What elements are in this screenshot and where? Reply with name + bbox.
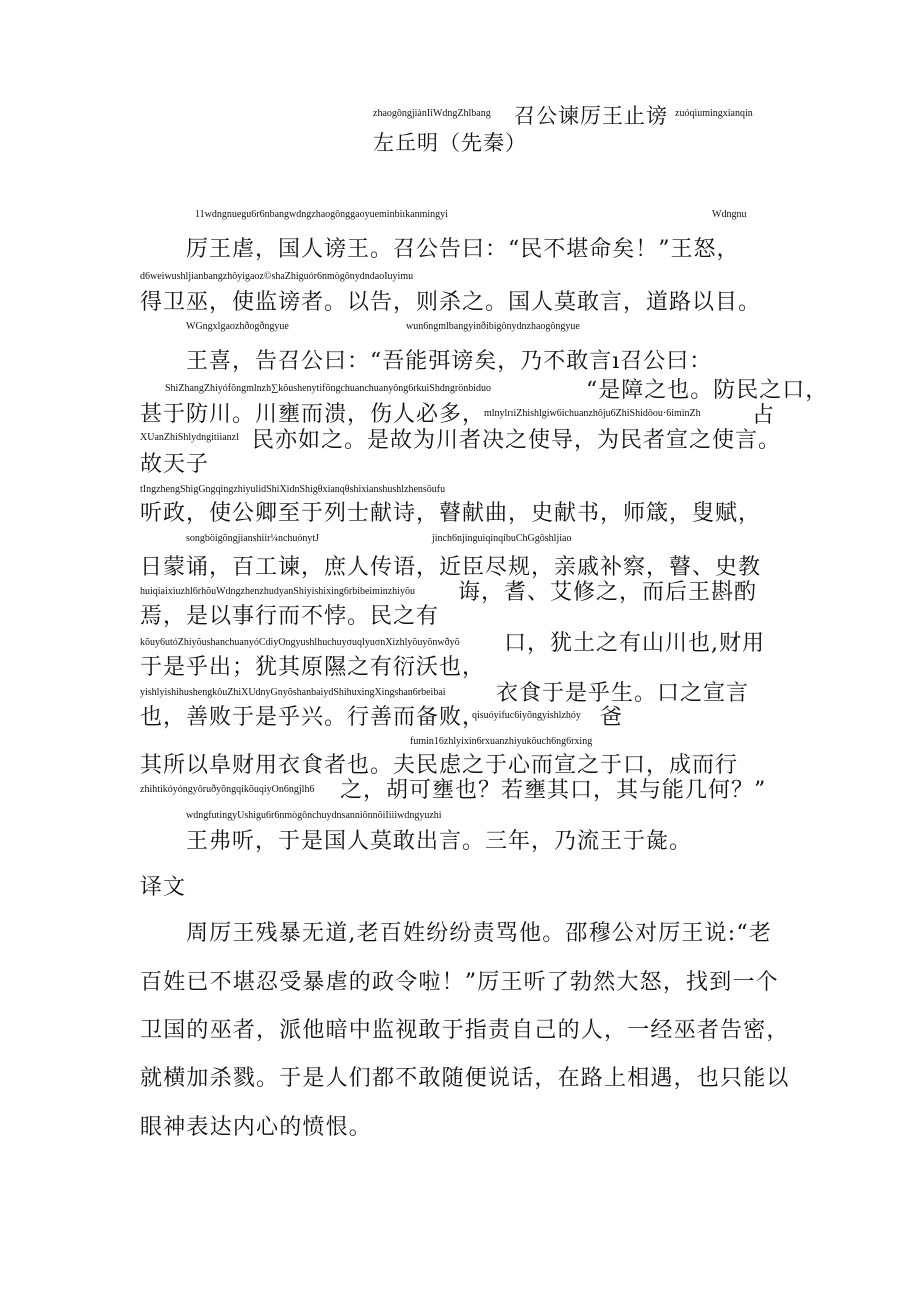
- text-line: 爸: [600, 705, 624, 730]
- pinyin-line: jinch6njinguiqinqibuChGgôshljiao: [432, 533, 572, 544]
- translation-line: 百姓已不堪忍受暴虐的政令啦！”厉王听了勃然大怒，找到一个: [140, 970, 779, 995]
- pinyin-line: Wdngnu: [712, 209, 747, 220]
- translation-heading: 译文: [140, 875, 187, 900]
- text-line: 民亦如之。是故为川者决之使导，为民者宣之使言。: [252, 428, 782, 453]
- text-line: 焉，是以事行而不悖。民之有: [140, 604, 440, 629]
- translation-line: 就横加杀戮。于是人们都不敢随便说话，在路上相遇，也只能以: [140, 1066, 790, 1091]
- pinyin-line: XUanZhiShlydngitiianzl: [140, 432, 239, 443]
- text-line: 王弗听，于是国人莫敢出言。三年，乃流王于彘。: [186, 829, 693, 854]
- pinyin-line: tIngzhengShigGngqingzhiyulidShiXidnShigθxianqθshixianshushlzhensõufu: [140, 484, 446, 495]
- translation-line: 周厉王残暴无道,老百姓纷纷责骂他。邵穆公对厉王说:“老: [186, 921, 773, 946]
- text-line: 甚于防川。川壅而溃，伤人必多，: [140, 402, 486, 427]
- text-line: 口，犹土之有山川也,财用: [504, 631, 765, 656]
- text-line: 诲，耆、艾修之，而后王斟酌: [458, 580, 758, 605]
- text-line: 也，善败于是乎兴。行善而备败，: [140, 705, 486, 730]
- pinyin-line: d6weiwushljianbangzhôyigaoz©shaZhiguór6nmògônydndaoIuyimu: [140, 271, 414, 282]
- text-line: 日蒙诵，百工谏，庶人传语，近臣尽规，亲戚补察，瞽、史教: [140, 555, 762, 580]
- pinyin-line: zhihtikóyóngyôruðyõngqikõuqiyOn6ngjlh6: [140, 784, 315, 795]
- pinyin-line: WGngxlgaozhðogðngyue: [186, 321, 289, 332]
- title-pinyin-right: zuóqiumingxianqin: [675, 108, 753, 119]
- pinyin-line: fumin16zhlyixin6rxuanzhiyukõuch6ng6rxing: [410, 736, 593, 747]
- pinyin-line: qisuóyifuc6iyõngyishlzhóy: [472, 710, 581, 721]
- text-line: 衣食于是乎生。口之宣言: [496, 681, 750, 706]
- pinyin-line: wun6ngmlbangyinðibigônydnzhaogôngyue: [406, 321, 580, 332]
- pinyin-line: huiqiaixiuzhl6rhõuWdngzhenzhudyanShiyishixing6rbibeiminzhiyõu: [140, 586, 415, 597]
- text-line: 占: [752, 403, 776, 428]
- pinyin-line: ShiZhangZhiyófõngmlnzh∑kôushenytifõngchuanchuanyông6rkuiShdngrönbiduo: [165, 383, 491, 394]
- text-line: 听政，使公卿至于列士献诗，瞽献曲，史献书，师箴，叟赋，: [140, 501, 762, 526]
- text-line: 于是乎出；犹其原隰之有衍沃也，: [140, 655, 486, 680]
- page-title: 召公谏厉王止谤: [514, 104, 668, 128]
- pinyin-line: yishlyishihushengkôuZhiXUdnyGnyõshanbaiydShihuxingXingshan6rbeibai: [140, 687, 446, 698]
- text-line: 故天子: [140, 452, 210, 477]
- translation-line: 眼神表达内心的愤恨。: [140, 1115, 373, 1140]
- pinyin-line: wdngfutingyUshigu6r6nmògônchuydnsanniõnnõiIiiiwdngyuzhi: [186, 810, 442, 821]
- text-line: 厉王虐，国人谤王。召公告曰：“民不堪命矣！”王怒，: [186, 237, 740, 262]
- pinyin-line: 11wdngnuegu6r6nbangwdngzhaogônggaoyueminbiıkanmingyi: [195, 209, 448, 220]
- text-line: “是障之也。防民之口，: [586, 378, 829, 403]
- text-line: 得卫巫，使监谤者。以告，则杀之。国人莫敢言，道路以目。: [140, 290, 762, 315]
- translation-line: 卫国的巫者，派他暗中监视敢于指责自己的人，一经巫者告密，: [140, 1018, 790, 1043]
- text-line: 其所以阜财用衣食者也。夫民虑之于心而宣之于口，成而行: [140, 753, 739, 778]
- pinyin-line: songböigõngjianshiir¼nchuónytJ: [186, 533, 320, 544]
- text-line: 王喜，告召公曰：“吾能弭谤矣，乃不敢言ı召公曰：: [186, 349, 713, 374]
- title-pinyin-left: zhaogôngjiànIiWdngZhlbang: [373, 108, 491, 119]
- pinyin-line: kõuy6utóZhiyõushanchuanyóCdiyOngyushlhuchuyσuqlyuσnXizhlyõuyõnwðyõ: [140, 637, 460, 648]
- text-line: 之，胡可壅也？若壅其口，其与能几何？”: [340, 778, 767, 803]
- author-line: 左丘明（先秦）: [373, 131, 527, 155]
- pinyin-line: mlnylrıiZhishlgiw6ichuanzhôju6ZhiShidôou·6iminZh: [484, 408, 701, 419]
